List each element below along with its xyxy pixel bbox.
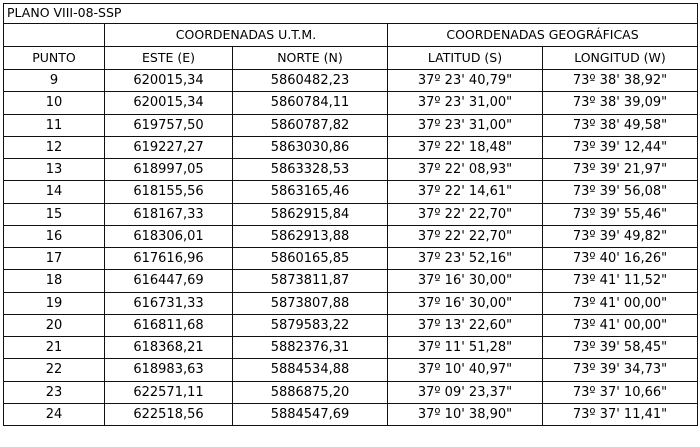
table-row bbox=[4, 70, 698, 92]
table-row bbox=[4, 403, 698, 425]
cell-este: 616731,33 bbox=[105, 292, 233, 314]
cell-este: 618167,33 bbox=[105, 203, 233, 225]
cell-latitud: 37º 22' 08,93" bbox=[388, 159, 543, 181]
cell-latitud: 37º 22' 18,48" bbox=[388, 136, 543, 158]
table-row bbox=[4, 136, 698, 158]
table-row bbox=[4, 181, 698, 203]
cell-longitud: 73º 37' 11,41" bbox=[543, 403, 698, 425]
cell-este: 619757,50 bbox=[105, 114, 233, 136]
table-row bbox=[4, 292, 698, 314]
cell-punto: 17 bbox=[4, 248, 105, 270]
table-row bbox=[4, 225, 698, 247]
cell-norte: 5879583,22 bbox=[233, 314, 388, 336]
cell-punto: 9 bbox=[4, 70, 105, 92]
cell-norte: 5873807,88 bbox=[233, 292, 388, 314]
cell-longitud: 73º 38' 39,09" bbox=[543, 92, 698, 114]
cell-longitud: 73º 39' 58,45" bbox=[543, 337, 698, 359]
plan-title: PLANO VIII-08-SSP bbox=[4, 4, 105, 24]
cell-longitud: 73º 39' 55,46" bbox=[543, 203, 698, 225]
cell-punto: 16 bbox=[4, 225, 105, 247]
group-header-geographic: COORDENADAS GEOGRÁFICAS bbox=[388, 24, 698, 47]
cell-norte: 5886875,20 bbox=[233, 381, 388, 403]
cell-longitud: 73º 38' 38,92" bbox=[543, 70, 698, 92]
cell-punto: 20 bbox=[4, 314, 105, 336]
table-row bbox=[4, 203, 698, 225]
cell-norte: 5882376,31 bbox=[233, 337, 388, 359]
cell-longitud: 73º 39' 56,08" bbox=[543, 181, 698, 203]
cell-norte: 5862915,84 bbox=[233, 203, 388, 225]
cell-latitud: 37º 09' 23,37" bbox=[388, 381, 543, 403]
cell-longitud: 73º 39' 49,82" bbox=[543, 225, 698, 247]
cell-este: 616447,69 bbox=[105, 270, 233, 292]
cell-punto: 11 bbox=[4, 114, 105, 136]
table-row bbox=[4, 159, 698, 181]
cell-punto: 18 bbox=[4, 270, 105, 292]
cell-norte: 5873811,87 bbox=[233, 270, 388, 292]
cell-norte: 5860787,82 bbox=[233, 114, 388, 136]
cell-punto: 22 bbox=[4, 359, 105, 381]
cell-latitud: 37º 16' 30,00" bbox=[388, 292, 543, 314]
cell-latitud: 37º 11' 51,28" bbox=[388, 337, 543, 359]
table-row bbox=[4, 270, 698, 292]
cell-punto: 12 bbox=[4, 136, 105, 158]
cell-este: 619227,27 bbox=[105, 136, 233, 158]
cell-longitud: 73º 38' 49,58" bbox=[543, 114, 698, 136]
column-header-este: ESTE (E) bbox=[105, 47, 233, 70]
cell-latitud: 37º 22' 14,61" bbox=[388, 181, 543, 203]
table-row bbox=[4, 381, 698, 403]
cell-punto: 14 bbox=[4, 181, 105, 203]
table-title-row bbox=[4, 4, 698, 24]
cell-este: 622571,11 bbox=[105, 381, 233, 403]
cell-este: 622518,56 bbox=[105, 403, 233, 425]
cell-norte: 5860165,85 bbox=[233, 248, 388, 270]
cell-norte: 5863328,53 bbox=[233, 159, 388, 181]
column-header-norte: NORTE (N) bbox=[233, 47, 388, 70]
group-header-utm: COORDENADAS U.T.M. bbox=[105, 24, 388, 47]
column-header-longitud: LONGITUD (W) bbox=[543, 47, 698, 70]
cell-longitud: 73º 40' 16,26" bbox=[543, 248, 698, 270]
cell-este: 620015,34 bbox=[105, 70, 233, 92]
cell-norte: 5884534,88 bbox=[233, 359, 388, 381]
cell-punto: 24 bbox=[4, 403, 105, 425]
cell-latitud: 37º 23' 31,00" bbox=[388, 92, 543, 114]
cell-latitud: 37º 23' 31,00" bbox=[388, 114, 543, 136]
cell-punto: 10 bbox=[4, 92, 105, 114]
cell-este: 618155,56 bbox=[105, 181, 233, 203]
cell-norte: 5863165,46 bbox=[233, 181, 388, 203]
group-header-row bbox=[4, 24, 698, 47]
cell-punto: 13 bbox=[4, 159, 105, 181]
cell-norte: 5884547,69 bbox=[233, 403, 388, 425]
cell-este: 618983,63 bbox=[105, 359, 233, 381]
cell-punto: 15 bbox=[4, 203, 105, 225]
cell-este: 618368,21 bbox=[105, 337, 233, 359]
cell-latitud: 37º 22' 22,70" bbox=[388, 203, 543, 225]
column-header-punto: PUNTO bbox=[4, 47, 105, 70]
cell-longitud: 73º 41' 00,00" bbox=[543, 292, 698, 314]
cell-longitud: 73º 41' 11,52" bbox=[543, 270, 698, 292]
cell-este: 617616,96 bbox=[105, 248, 233, 270]
cell-norte: 5862913,88 bbox=[233, 225, 388, 247]
column-header-row bbox=[4, 47, 698, 70]
cell-latitud: 37º 23' 40,79" bbox=[388, 70, 543, 92]
table-row bbox=[4, 314, 698, 336]
cell-latitud: 37º 10' 38,90" bbox=[388, 403, 543, 425]
cell-latitud: 37º 22' 22,70" bbox=[388, 225, 543, 247]
cell-norte: 5863030,86 bbox=[233, 136, 388, 158]
cell-longitud: 73º 41' 00,00" bbox=[543, 314, 698, 336]
cell-longitud: 73º 37' 10,66" bbox=[543, 381, 698, 403]
cell-latitud: 37º 23' 52,16" bbox=[388, 248, 543, 270]
cell-longitud: 73º 39' 21,97" bbox=[543, 159, 698, 181]
cell-este: 616811,68 bbox=[105, 314, 233, 336]
cell-latitud: 37º 16' 30,00" bbox=[388, 270, 543, 292]
cell-punto: 21 bbox=[4, 337, 105, 359]
cell-latitud: 37º 10' 40,97" bbox=[388, 359, 543, 381]
cell-norte: 5860482,23 bbox=[233, 70, 388, 92]
cell-punto: 23 bbox=[4, 381, 105, 403]
column-header-latitud: LATITUD (S) bbox=[388, 47, 543, 70]
cell-norte: 5860784,11 bbox=[233, 92, 388, 114]
cell-punto: 19 bbox=[4, 292, 105, 314]
table-row bbox=[4, 337, 698, 359]
group-header-empty bbox=[4, 24, 105, 47]
cell-este: 618997,05 bbox=[105, 159, 233, 181]
table-row bbox=[4, 114, 698, 136]
cell-longitud: 73º 39' 12,44" bbox=[543, 136, 698, 158]
cell-este: 620015,34 bbox=[105, 92, 233, 114]
coordinates-table bbox=[3, 3, 698, 426]
cell-este: 618306,01 bbox=[105, 225, 233, 247]
cell-longitud: 73º 39' 34,73" bbox=[543, 359, 698, 381]
table-row bbox=[4, 92, 698, 114]
title-row-fill bbox=[105, 4, 698, 24]
cell-latitud: 37º 13' 22,60" bbox=[388, 314, 543, 336]
table-row bbox=[4, 359, 698, 381]
table-row bbox=[4, 248, 698, 270]
